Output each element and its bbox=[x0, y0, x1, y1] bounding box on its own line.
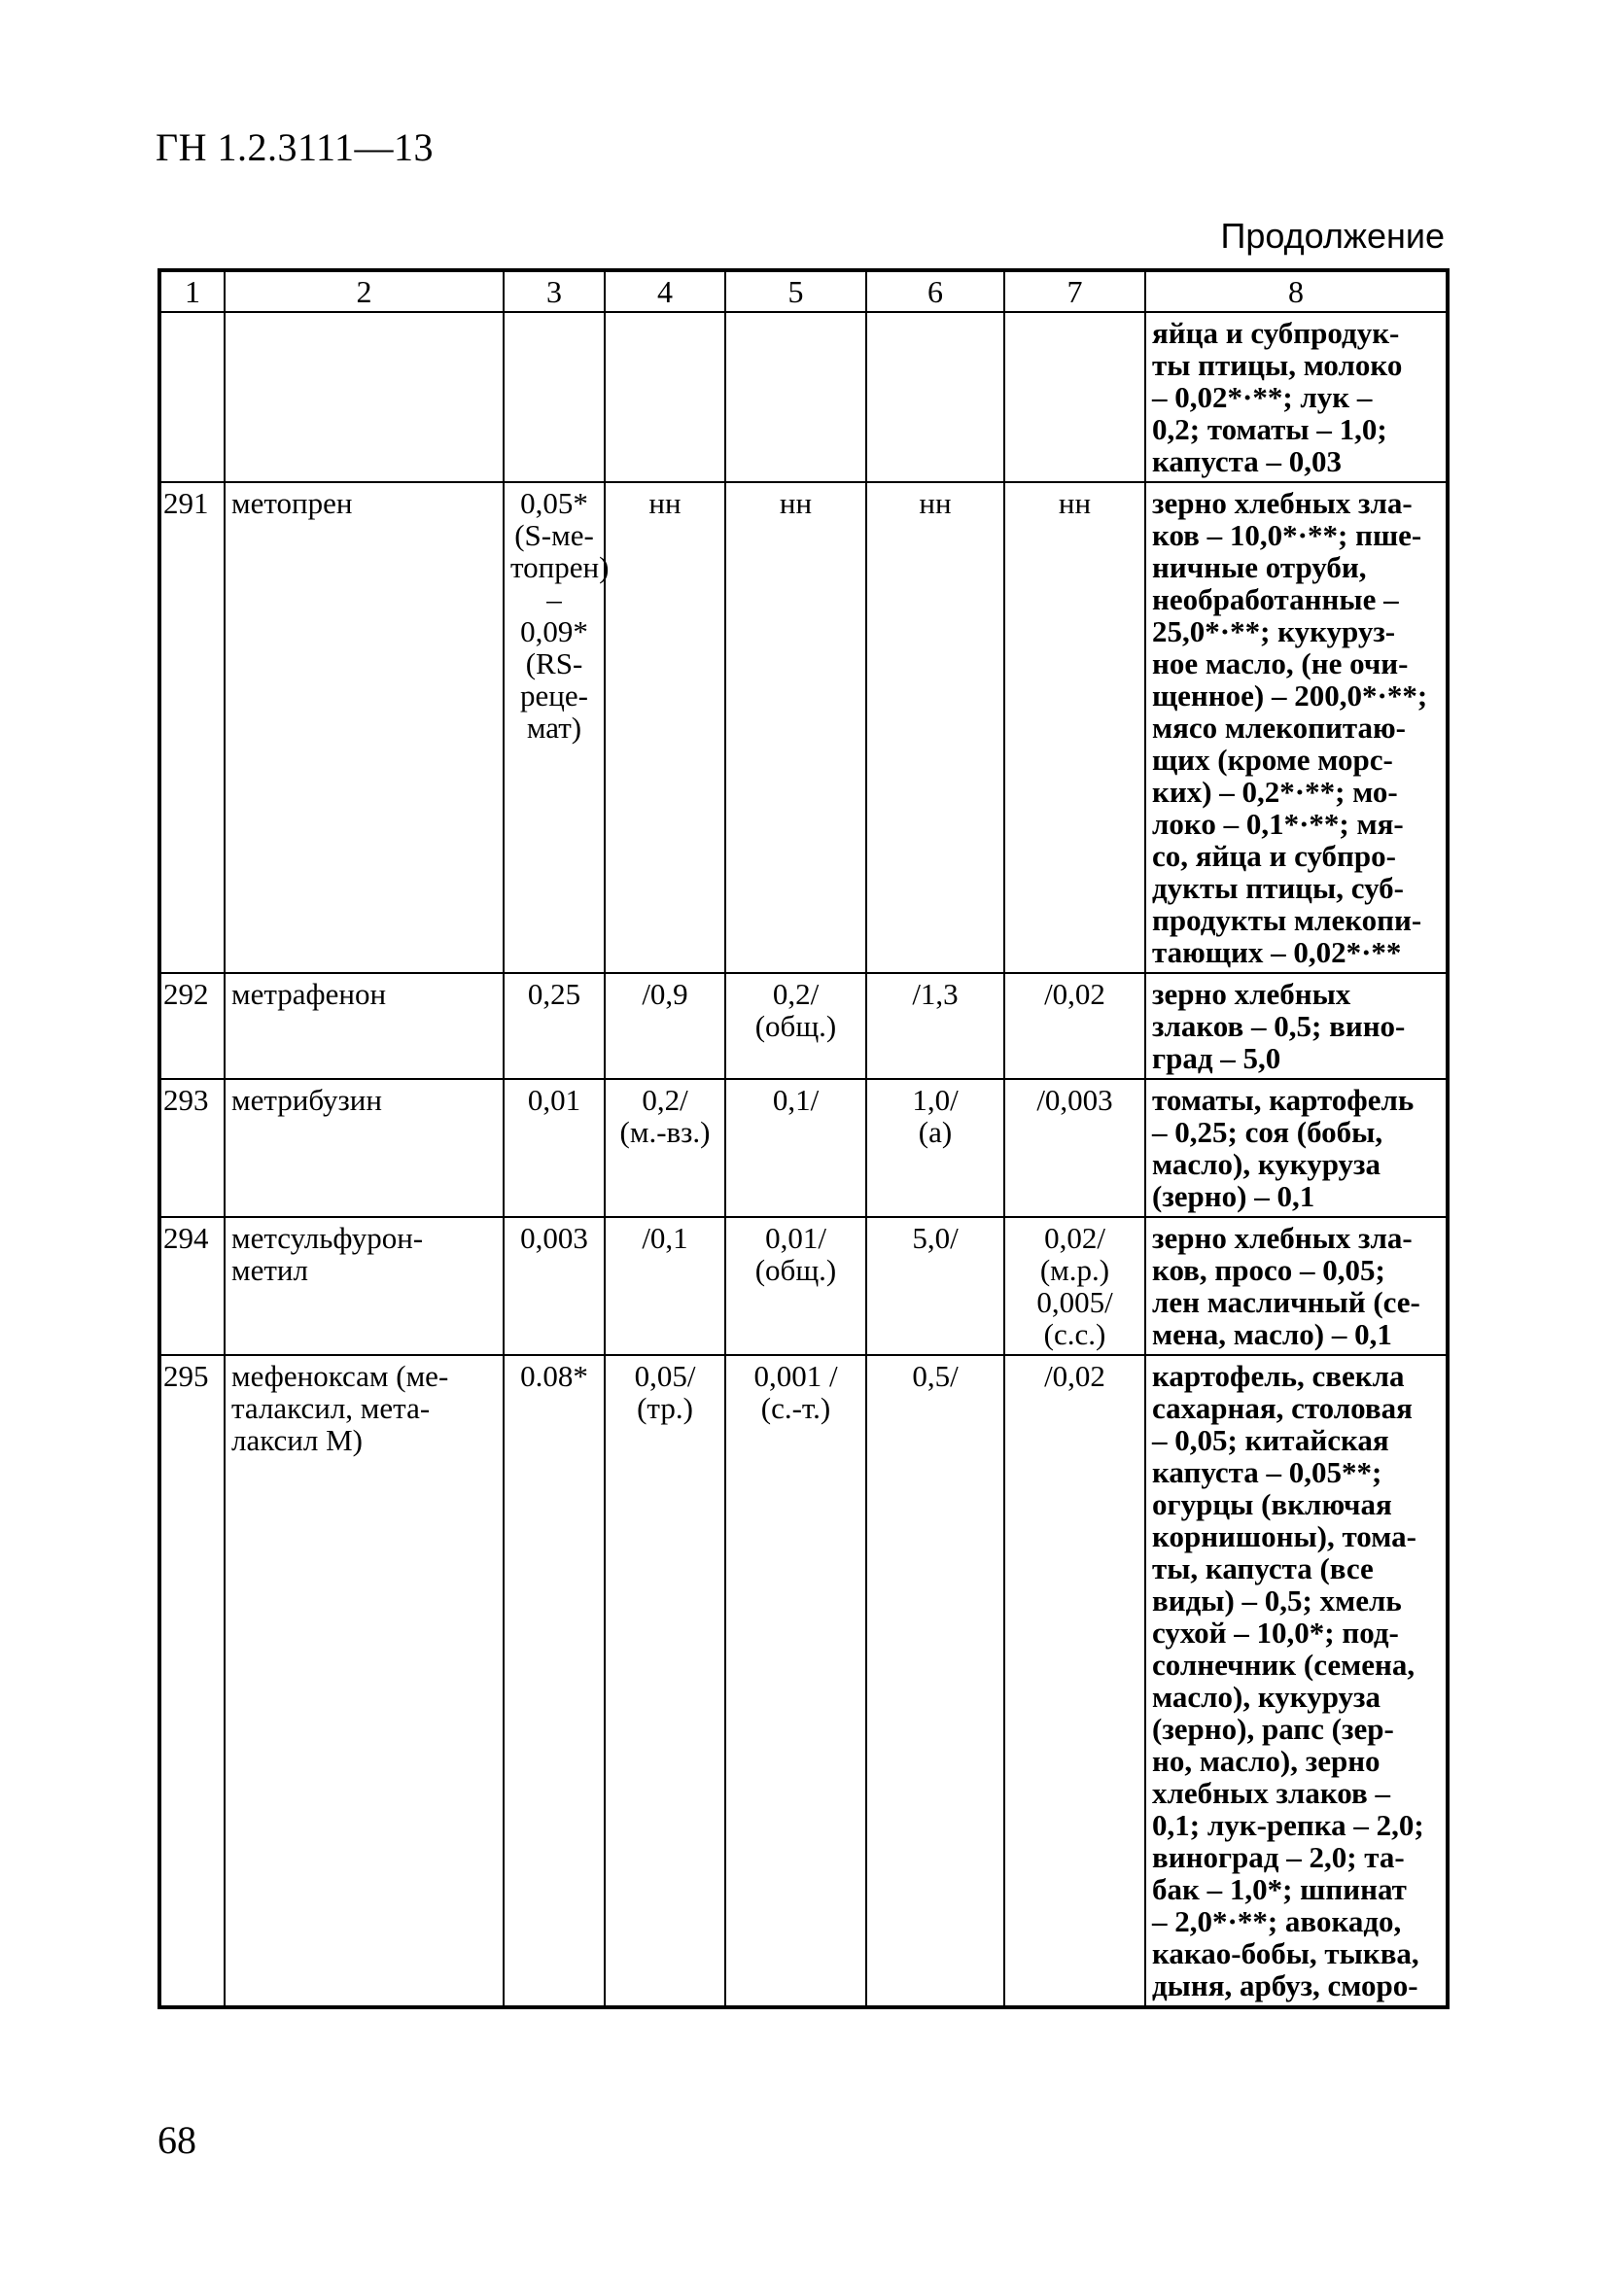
cell-col7: 0,02/ (м.р.) 0,005/ (с.с.) bbox=[1004, 1217, 1145, 1355]
cell-col8: томаты, картофель – 0,25; соя (бобы, масло), кукуруза (зерно) – 0,1 bbox=[1145, 1079, 1448, 1217]
standards-table bbox=[157, 268, 1450, 2009]
cell-col7: /0,003 bbox=[1004, 1079, 1145, 1217]
cell-col4: 0,2/ (м.-вз.) bbox=[605, 1079, 725, 1217]
cell-col5: 0,2/ (общ.) bbox=[725, 973, 866, 1079]
row-number: 291 bbox=[159, 482, 225, 973]
substance-name: метрибузин bbox=[225, 1079, 504, 1217]
row-number bbox=[159, 312, 225, 482]
column-header: 6 bbox=[866, 270, 1004, 312]
table-row bbox=[159, 312, 1448, 482]
table-row bbox=[159, 1217, 1448, 1355]
row-number: 292 bbox=[159, 973, 225, 1079]
column-header: 5 bbox=[725, 270, 866, 312]
row-number: 295 bbox=[159, 1355, 225, 2007]
cell-col5: 0,01/ (общ.) bbox=[725, 1217, 866, 1355]
cell-col5: 0,001 / (с.-т.) bbox=[725, 1355, 866, 2007]
cell-col8: зерно хлебных зла- ков – 10,0*·**; пше- ничные отруби, необработанные – 25,0*·**; кукуруз- ное масло, (не очи- щенное) – 200,0*·**; мясо млекопитаю- щих (кроме морс- ких) – 0,2*·**; мо- локо – 0,1*·**; мя- со, яйца и субпро- дукты птицы, суб- продукты млекопи- тающих – 0,02*·** bbox=[1145, 482, 1448, 973]
table-row bbox=[159, 482, 1448, 973]
cell-col6: /1,3 bbox=[866, 973, 1004, 1079]
cell-col4: /0,1 bbox=[605, 1217, 725, 1355]
cell-col3: 0,01 bbox=[504, 1079, 605, 1217]
header-row bbox=[159, 270, 1448, 312]
cell-col7 bbox=[1004, 312, 1145, 482]
substance-name: метсульфурон- метил bbox=[225, 1217, 504, 1355]
cell-col7: нн bbox=[1004, 482, 1145, 973]
cell-col6: 0,5/ bbox=[866, 1355, 1004, 2007]
continuation-label: Продолжение bbox=[1220, 216, 1445, 256]
cell-col6: 5,0/ bbox=[866, 1217, 1004, 1355]
cell-col3: 0,25 bbox=[504, 973, 605, 1079]
cell-col4 bbox=[605, 312, 725, 482]
cell-col6 bbox=[866, 312, 1004, 482]
cell-col5: нн bbox=[725, 482, 866, 973]
column-header: 8 bbox=[1145, 270, 1448, 312]
row-number: 293 bbox=[159, 1079, 225, 1217]
cell-col3: 0,05* (S-ме- топрен) – 0,09* (RS- реце- мат) bbox=[504, 482, 605, 973]
cell-col6: нн bbox=[866, 482, 1004, 973]
column-header: 2 bbox=[225, 270, 504, 312]
column-header: 4 bbox=[605, 270, 725, 312]
substance-name: метопрен bbox=[225, 482, 504, 973]
table-row bbox=[159, 1355, 1448, 2007]
cell-col4: 0,05/ (тр.) bbox=[605, 1355, 725, 2007]
substance-name: мефеноксам (ме- талаксил, мета- лаксил М) bbox=[225, 1355, 504, 2007]
cell-col3: 0,003 bbox=[504, 1217, 605, 1355]
cell-col5: 0,1/ bbox=[725, 1079, 866, 1217]
substance-name bbox=[225, 312, 504, 482]
cell-col8: картофель, свекла сахарная, столовая – 0,05; китайская капуста – 0,05**; огурцы (включая корнишоны), тома- ты, капуста (все виды) – 0,5; хмель сухой – 10,0*; под- солнечник (семена, масло), кукуруза (зерно), рапс (зер- но, масло), зерно хлебных злаков – 0,1; лук-репка – 2,0; виноград – 2,0; та- бак – 1,0*; шпинат – 2,0*·**; авокадо, какао-бобы, тыква, дыня, арбуз, сморо- bbox=[1145, 1355, 1448, 2007]
cell-col4: нн bbox=[605, 482, 725, 973]
cell-col8: яйца и субпродук- ты птицы, молоко – 0,02*·**; лук – 0,2; томаты – 1,0; капуста – 0,03 bbox=[1145, 312, 1448, 482]
table-row bbox=[159, 1079, 1448, 1217]
column-header: 7 bbox=[1004, 270, 1145, 312]
table-row bbox=[159, 973, 1448, 1079]
substance-name: метрафенон bbox=[225, 973, 504, 1079]
cell-col3: 0.08* bbox=[504, 1355, 605, 2007]
cell-col4: /0,9 bbox=[605, 973, 725, 1079]
document-code: ГН 1.2.3111—13 bbox=[156, 125, 435, 169]
cell-col5 bbox=[725, 312, 866, 482]
column-header: 3 bbox=[504, 270, 605, 312]
cell-col7: /0,02 bbox=[1004, 973, 1145, 1079]
cell-col3 bbox=[504, 312, 605, 482]
cell-col7: /0,02 bbox=[1004, 1355, 1145, 2007]
row-number: 294 bbox=[159, 1217, 225, 1355]
cell-col6: 1,0/ (а) bbox=[866, 1079, 1004, 1217]
page-number: 68 bbox=[157, 2118, 196, 2162]
column-header: 1 bbox=[159, 270, 225, 312]
cell-col8: зерно хлебных злаков – 0,5; вино- град – 5,0 bbox=[1145, 973, 1448, 1079]
cell-col8: зерно хлебных зла- ков, просо – 0,05; лен масличный (се- мена, масло) – 0,1 bbox=[1145, 1217, 1448, 1355]
